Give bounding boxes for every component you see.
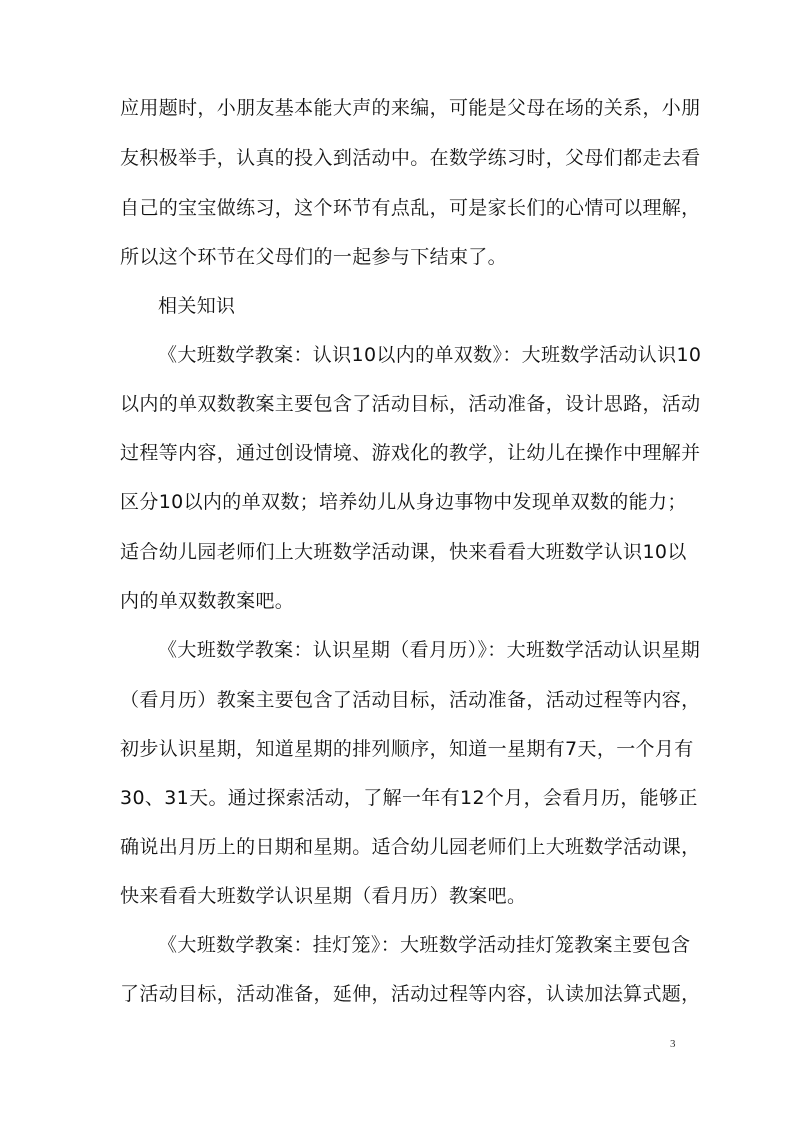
paragraph-line: 内的单双数教案吧。: [120, 590, 295, 612]
paragraph-line: （看月历）教案主要包含了活动目标，活动准备，活动过程等内容，: [120, 689, 701, 711]
paragraph-line: 了活动目标，活动准备，延伸，活动过程等内容，认读加法算式题，: [120, 983, 701, 1005]
section-heading: 相关知识: [158, 295, 236, 317]
paragraph-line: 适合幼儿园老师们上大班数学活动课，快来看看大班数学认识10以: [120, 541, 687, 563]
paragraph-line: 过程等内容，通过创设情境、游戏化的教学，让幼儿在操作中理解并: [120, 442, 701, 464]
paragraph-line: 《大班数学教案：挂灯笼》：大班数学活动挂灯笼教案主要包含: [158, 934, 691, 956]
paragraph-line: 自己的宝宝做练习，这个环节有点乱，可是家长们的心情可以理解，: [120, 197, 701, 219]
page-number: 3: [670, 1038, 676, 1050]
paragraph-line: 友积极举手，认真的投入到活动中。在数学练习时，父母们都走去看: [120, 147, 701, 169]
paragraph-line: 30、31天。通过探索活动，了解一年有12个月，会看月历，能够正: [120, 787, 698, 809]
paragraph-line: 区分10以内的单双数；培养幼儿从身边事物中发现单双数的能力；: [120, 491, 687, 513]
paragraph-line: 确说出月历上的日期和星期。适合幼儿园老师们上大班数学活动课，: [120, 836, 701, 858]
paragraph-line: 《大班数学教案：认识星期（看月历）》：大班数学活动认识星期: [158, 639, 701, 661]
paragraph-line: 初步认识星期，知道星期的排列顺序，知道一星期有7天，一个月有: [120, 738, 694, 760]
paragraph-line: 应用题时，小朋友基本能大声的来编，可能是父母在场的关系，小朋: [120, 97, 701, 119]
paragraph-line: 快来看看大班数学认识星期（看月历）教案吧。: [120, 885, 527, 907]
paragraph-line: 《大班数学教案：认识10以内的单双数》：大班数学活动认识10: [158, 344, 702, 366]
paragraph-line: 所以这个环节在父母们的一起参与下结束了。: [120, 246, 508, 268]
paragraph-line: 以内的单双数教案主要包含了活动目标，活动准备，设计思路，活动: [120, 393, 701, 415]
